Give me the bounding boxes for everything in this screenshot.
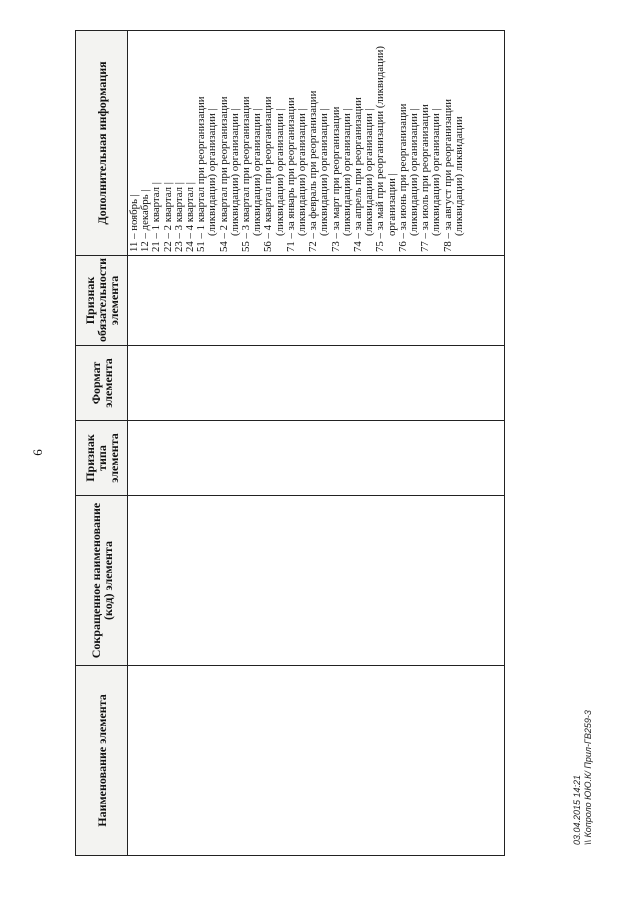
info-line: 56 – 4 квартал при реорганизации (262, 96, 275, 252)
header-additional-info: Дополнительная информация (76, 31, 128, 256)
info-line: 24 – 4 квартал | (184, 182, 197, 252)
cell-short-name (128, 496, 505, 666)
info-line: 22 – 2 квартал | (161, 182, 174, 252)
info-line: 51 – 1 квартал при реорганизации (195, 96, 208, 252)
table-row (128, 31, 505, 856)
info-line: 73 – за март при реорганизации (329, 106, 342, 252)
page-number: 6 (30, 449, 45, 456)
info-line: 54 – 2 квартал при реорганизации (217, 96, 230, 252)
print-stamp (572, 710, 594, 845)
info-line: (ликвидации) организации | (228, 108, 241, 236)
info-line: 75 – за май при реорганизации (ликвидации) (374, 46, 387, 252)
info-line: (ликвидации) организации | (251, 108, 264, 236)
info-line: 12 – декабрь | (139, 189, 152, 252)
table-header-row (76, 31, 128, 856)
info-line: 71 – за январь при реорганизации (284, 97, 297, 252)
info-line: 11 – ноябрь | (128, 194, 140, 252)
header-type-sign: Признак типа элемента (76, 421, 128, 496)
info-line: 72 – за февраль при реорганизации (307, 90, 320, 252)
header-required-sign: Признак обязательности элемента (76, 256, 128, 346)
info-line: (ликвидации) организации | (296, 108, 309, 236)
info-line: (ликвидации) организации | (318, 108, 331, 236)
info-line: 77 – за июль при реорганизации (419, 104, 432, 252)
cell-required-sign (128, 256, 505, 346)
info-list (129, 35, 465, 252)
info-line: (ликвидации) организации | (363, 108, 376, 236)
header-format: Формат элемента (76, 346, 128, 421)
info-line: 74 – за апрель при реорганизации (352, 97, 365, 252)
info-line: 78 – за август при реорганизации (441, 98, 454, 252)
cell-additional-info (128, 31, 505, 256)
info-line: (ликвидации) ликвидации (452, 116, 465, 236)
info-line: 21 – 1 квартал | (150, 182, 163, 252)
info-line: (ликвидации) организации | (206, 108, 219, 236)
print-stamp-path: \\ Копроло ЮЮ.К/ Прил-ГВ259-3 (583, 710, 593, 845)
info-line: 23 – 3 квартал | (172, 182, 185, 252)
cell-type-sign (128, 421, 505, 496)
info-line: (ликвидации) организации | (340, 108, 353, 236)
cell-element-name (128, 666, 505, 856)
print-stamp-date: 03.04.2015 14:21 (572, 774, 582, 845)
header-short-name: Сокращенное наименование (код) элемента (76, 496, 128, 666)
header-element-name: Наименование элемента (76, 666, 128, 856)
info-line: 76 – за июнь при реорганизации (396, 103, 409, 252)
info-line: 55 – 3 квартал при реорганизации (240, 96, 253, 252)
info-line: (ликвидации) организации | (430, 108, 443, 236)
info-line: организации | (385, 173, 398, 236)
info-line: (ликвидации) организации | (408, 108, 421, 236)
elements-table (75, 30, 505, 856)
info-line: (ликвидации) организации | (273, 108, 286, 236)
cell-format (128, 346, 505, 421)
